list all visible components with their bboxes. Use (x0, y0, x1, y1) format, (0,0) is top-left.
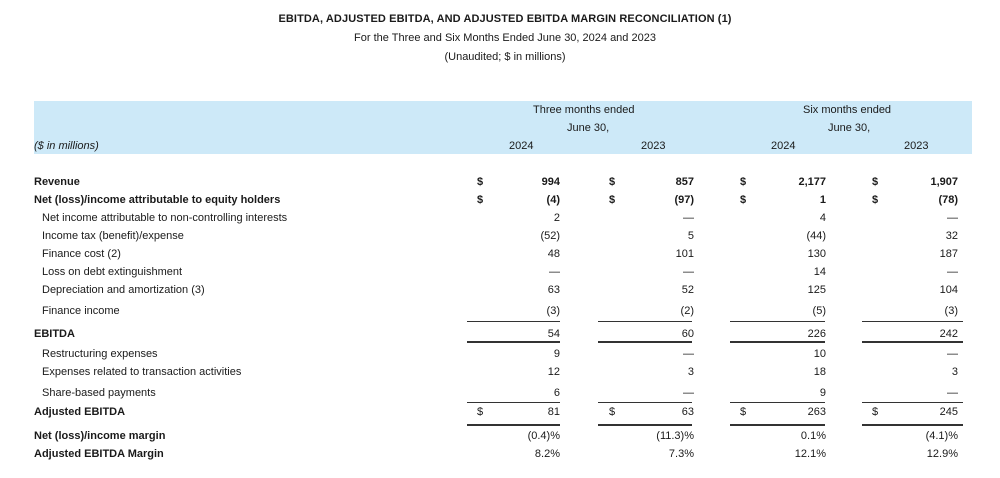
cell-value: 54 (547, 328, 560, 340)
total-underline (598, 424, 692, 426)
total-underline (598, 341, 692, 343)
dollar-sign: $ (609, 406, 616, 418)
report-unaudited-note: (Unaudited; $ in millions) (444, 51, 566, 63)
dollar-sign: $ (740, 406, 747, 418)
year-header-3: 2024 (771, 140, 796, 152)
report-title: EBITDA, ADJUSTED EBITDA, AND ADJUSTED EBITDA MARGIN RECONCILIATION (1) (278, 13, 732, 25)
cell-value: 2,177 (798, 176, 826, 188)
cell-value: 0.1% (800, 430, 826, 442)
cell-value: — (683, 266, 694, 278)
cell-value: 245 (939, 406, 958, 418)
subtotal-line (598, 402, 692, 403)
table-row (0, 248, 1000, 266)
cell-value: 9 (819, 387, 826, 399)
row-label: Revenue (34, 176, 80, 188)
total-underline (730, 341, 825, 343)
cell-value: 48 (547, 248, 560, 260)
table-row (0, 212, 1000, 230)
dollar-sign: $ (872, 406, 879, 418)
cell-value: (78) (938, 194, 958, 206)
dollar-sign: $ (477, 176, 484, 188)
subtotal-line (467, 321, 560, 322)
row-label: Finance income (42, 305, 120, 317)
cell-value: 12.9% (926, 448, 958, 460)
total-underline (467, 424, 560, 426)
cell-value: 32 (945, 230, 958, 242)
total-underline (862, 424, 963, 426)
three-months-header: Three months ended (533, 104, 635, 116)
cell-value: 12 (547, 366, 560, 378)
table-row (0, 348, 1000, 366)
cell-value: 226 (807, 328, 826, 340)
cell-value: 63 (681, 406, 694, 418)
cell-value: — (683, 212, 694, 224)
cell-value: 130 (807, 248, 826, 260)
dollar-sign: $ (872, 176, 879, 188)
cell-value: 12.1% (794, 448, 826, 460)
dollar-sign: $ (872, 194, 879, 206)
cell-value: 60 (681, 328, 694, 340)
table-row (0, 230, 1000, 248)
six-months-date: June 30, (828, 122, 871, 134)
six-months-header: Six months ended (803, 104, 892, 116)
table-row (0, 176, 1000, 194)
dollar-sign: $ (609, 176, 616, 188)
subtotal-line (862, 402, 963, 403)
cell-value: (44) (806, 230, 826, 242)
cell-value: (3) (944, 305, 958, 317)
row-label: Adjusted EBITDA Margin (34, 448, 164, 460)
table-row (0, 284, 1000, 302)
cell-value: 242 (939, 328, 958, 340)
cell-value: (4) (546, 194, 560, 206)
cell-value: 3 (951, 366, 958, 378)
row-label: Net (loss)/income attributable to equity holders (34, 194, 281, 206)
row-label: Net income attributable to non-controlling interests (42, 212, 288, 224)
year-header-4: 2023 (904, 140, 929, 152)
cell-value: 263 (807, 406, 826, 418)
report-subtitle: For the Three and Six Months Ended June 30, 2024 and 2023 (354, 32, 656, 44)
cell-value: 18 (813, 366, 826, 378)
cell-value: — (947, 266, 958, 278)
subtotal-line (730, 402, 825, 403)
cell-value: 9 (553, 348, 560, 360)
row-label: Depreciation and amortization (3) (42, 284, 205, 296)
cell-value: (2) (680, 305, 694, 317)
year-header-1: 2024 (509, 140, 534, 152)
cell-value: 6 (553, 387, 560, 399)
total-underline (467, 341, 560, 343)
cell-value: (52) (540, 230, 560, 242)
row-label: Expenses related to transaction activities (42, 366, 242, 378)
cell-value: 104 (939, 284, 958, 296)
table-row (0, 266, 1000, 284)
cell-value: — (947, 348, 958, 360)
cell-value: (11.3)% (656, 430, 694, 442)
subtotal-line (862, 321, 963, 322)
subtotal-line (598, 321, 692, 322)
cell-value: 14 (813, 266, 826, 278)
cell-value: (97) (674, 194, 694, 206)
row-label: EBITDA (34, 328, 75, 340)
cell-value: (4.1)% (925, 430, 958, 442)
cell-value: 187 (939, 248, 958, 260)
dollar-sign: $ (740, 194, 747, 206)
cell-value: 101 (675, 248, 694, 260)
cell-value: 4 (819, 212, 826, 224)
cell-value: 1 (819, 194, 826, 206)
cell-value: (0.4)% (527, 430, 560, 442)
total-underline (862, 341, 963, 343)
table-row (0, 406, 1000, 424)
row-label: Income tax (benefit)/expense (42, 230, 184, 242)
table-row (0, 430, 1000, 448)
subtotal-line (467, 402, 560, 403)
cell-value: 63 (547, 284, 560, 296)
cell-value: (3) (546, 305, 560, 317)
row-label: Restructuring expenses (42, 348, 158, 360)
cell-value: 1,907 (930, 176, 958, 188)
three-months-date: June 30, (567, 122, 610, 134)
row-label: Loss on debt extinguishment (42, 266, 183, 278)
cell-value: — (947, 212, 958, 224)
table-row (0, 448, 1000, 466)
cell-value: 81 (547, 406, 560, 418)
cell-value: 8.2% (534, 448, 560, 460)
units-label: ($ in millions) (34, 140, 99, 152)
cell-value: — (683, 387, 694, 399)
row-label: Net (loss)/income margin (34, 430, 166, 442)
cell-value: 3 (687, 366, 694, 378)
row-label: Finance cost (2) (42, 248, 121, 260)
cell-value: 994 (541, 176, 560, 188)
cell-value: — (947, 387, 958, 399)
cell-value: 857 (675, 176, 694, 188)
cell-value: (5) (812, 305, 826, 317)
cell-value: 10 (813, 348, 826, 360)
cell-value: 52 (681, 284, 694, 296)
table-row (0, 366, 1000, 384)
dollar-sign: $ (477, 406, 484, 418)
dollar-sign: $ (609, 194, 616, 206)
cell-value: — (683, 348, 694, 360)
dollar-sign: $ (740, 176, 747, 188)
cell-value: 2 (553, 212, 560, 224)
row-label: Share-based payments (42, 387, 156, 399)
cell-value: 5 (687, 230, 694, 242)
table-row (0, 328, 1000, 346)
cell-value: 125 (807, 284, 826, 296)
dollar-sign: $ (477, 194, 484, 206)
year-header-2: 2023 (641, 140, 666, 152)
subtotal-line (730, 321, 825, 322)
table-row (0, 194, 1000, 212)
row-label: Adjusted EBITDA (34, 406, 126, 418)
total-underline (730, 424, 825, 426)
cell-value: — (549, 266, 560, 278)
cell-value: 7.3% (668, 448, 694, 460)
